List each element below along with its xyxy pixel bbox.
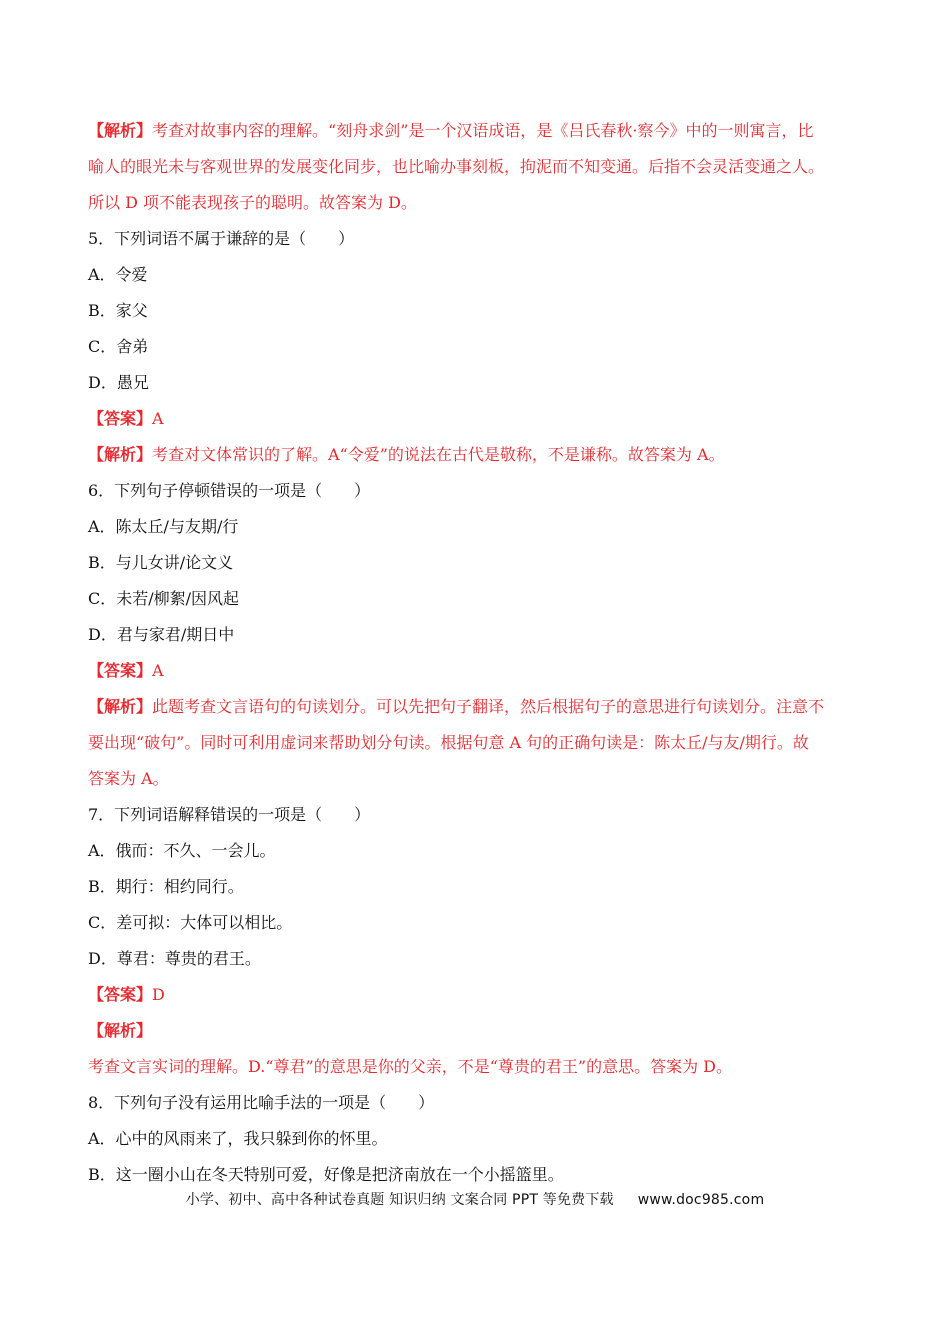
analysis-tag: 【解析】 — [88, 445, 153, 464]
analysis-text: 此题考查文言语句的句读划分。可以先把句子翻译，然后根据句子的意思进行句读划分。注意不 — [152, 697, 825, 716]
document-body — [88, 113, 868, 1193]
question-6-analysis — [88, 689, 868, 725]
question-8-option-a: A．心中的风雨来了，我只躲到你的怀里。 — [88, 1129, 388, 1148]
question-7-analysis: 考查文言实词的理解。D.“尊君”的意思是你的父亲，不是“尊贵的君王”的意思。答案为 D。 — [88, 1057, 732, 1076]
question-6-option-b: B．与儿女讲/论文义 — [88, 553, 234, 572]
question-7-option-b: B．期行：相约同行。 — [88, 877, 244, 896]
answer-tag: 【答案】 — [88, 985, 153, 1004]
question-6-option-a: A．陈太丘/与友期/行 — [88, 517, 239, 536]
question-5-stem: 5．下列词语不属于谦辞的是（ ） — [88, 229, 355, 248]
question-7-option-a: A．俄而：不久、一会儿。 — [88, 841, 276, 860]
question-5-answer — [88, 401, 868, 437]
question-7-option-c: C．差可拟：大体可以相比。 — [88, 913, 293, 932]
question-6-option-d: D．君与家君/期日中 — [88, 625, 235, 644]
analysis-line: 喻人的眼光未与客观世界的发展变化同步，也比喻办事刻板，拘泥而不知变通。后指不会灵活变通之人。 — [88, 157, 825, 176]
question-8-stem: 8．下列句子没有运用比喻手法的一项是（ ） — [88, 1093, 435, 1112]
answer-value: A — [152, 661, 164, 680]
question-6-analysis-line: 答案为 A。 — [88, 769, 169, 788]
analysis-tag: 【解析】 — [88, 1021, 153, 1040]
question-7-stem: 7．下列词语解释错误的一项是（ ） — [88, 805, 371, 824]
analysis-line — [88, 113, 868, 149]
analysis-text: 考查对文体常识的了解。A“令爱”的说法在古代是敬称，不是谦称。故答案为 A。 — [152, 445, 725, 464]
question-5-option-a: A．令爱 — [88, 265, 148, 284]
footer-text: 小学、初中、高中各种试卷真题 知识归纳 文案合同 PPT 等免费下载 — [185, 1192, 614, 1208]
question-5-option-d: D．愚兄 — [88, 373, 149, 392]
answer-tag: 【答案】 — [88, 661, 153, 680]
question-6-answer — [88, 653, 868, 689]
analysis-tag: 【解析】 — [88, 697, 153, 716]
question-6-stem: 6．下列句子停顿错误的一项是（ ） — [88, 481, 371, 500]
question-5-option-b: B．家父 — [88, 301, 148, 320]
question-6-analysis-line: 要出现“破句”。同时可利用虚词来帮助划分句读。根据句意 A 句的正确句读是：陈太丘/与友/期行。故 — [88, 733, 809, 752]
question-6-option-c: C．未若/柳絮/因风起 — [88, 589, 240, 608]
footer-url[interactable]: www.doc985.com — [637, 1192, 765, 1208]
question-7-analysis-heading — [88, 1013, 868, 1049]
answer-value: A — [152, 409, 164, 428]
question-7-option-d: D．尊君：尊贵的君王。 — [88, 949, 261, 968]
page-footer — [0, 1189, 950, 1209]
answer-tag: 【答案】 — [88, 409, 153, 428]
analysis-line: 所以 D 项不能表现孩子的聪明。故答案为 D。 — [88, 193, 417, 212]
analysis-text: 考查对故事内容的理解。“刻舟求剑”是一个汉语成语，是《吕氏春秋·察今》中的一则寓言，比 — [152, 121, 814, 140]
question-5-option-c: C．舍弟 — [88, 337, 149, 356]
answer-value: D — [152, 985, 165, 1004]
question-5-analysis — [88, 437, 868, 473]
question-8-option-b: B．这一圈小山在冬天特别可爱，好像是把济南放在一个小摇篮里。 — [88, 1165, 564, 1184]
question-7-answer — [88, 977, 868, 1013]
analysis-tag: 【解析】 — [88, 121, 153, 140]
